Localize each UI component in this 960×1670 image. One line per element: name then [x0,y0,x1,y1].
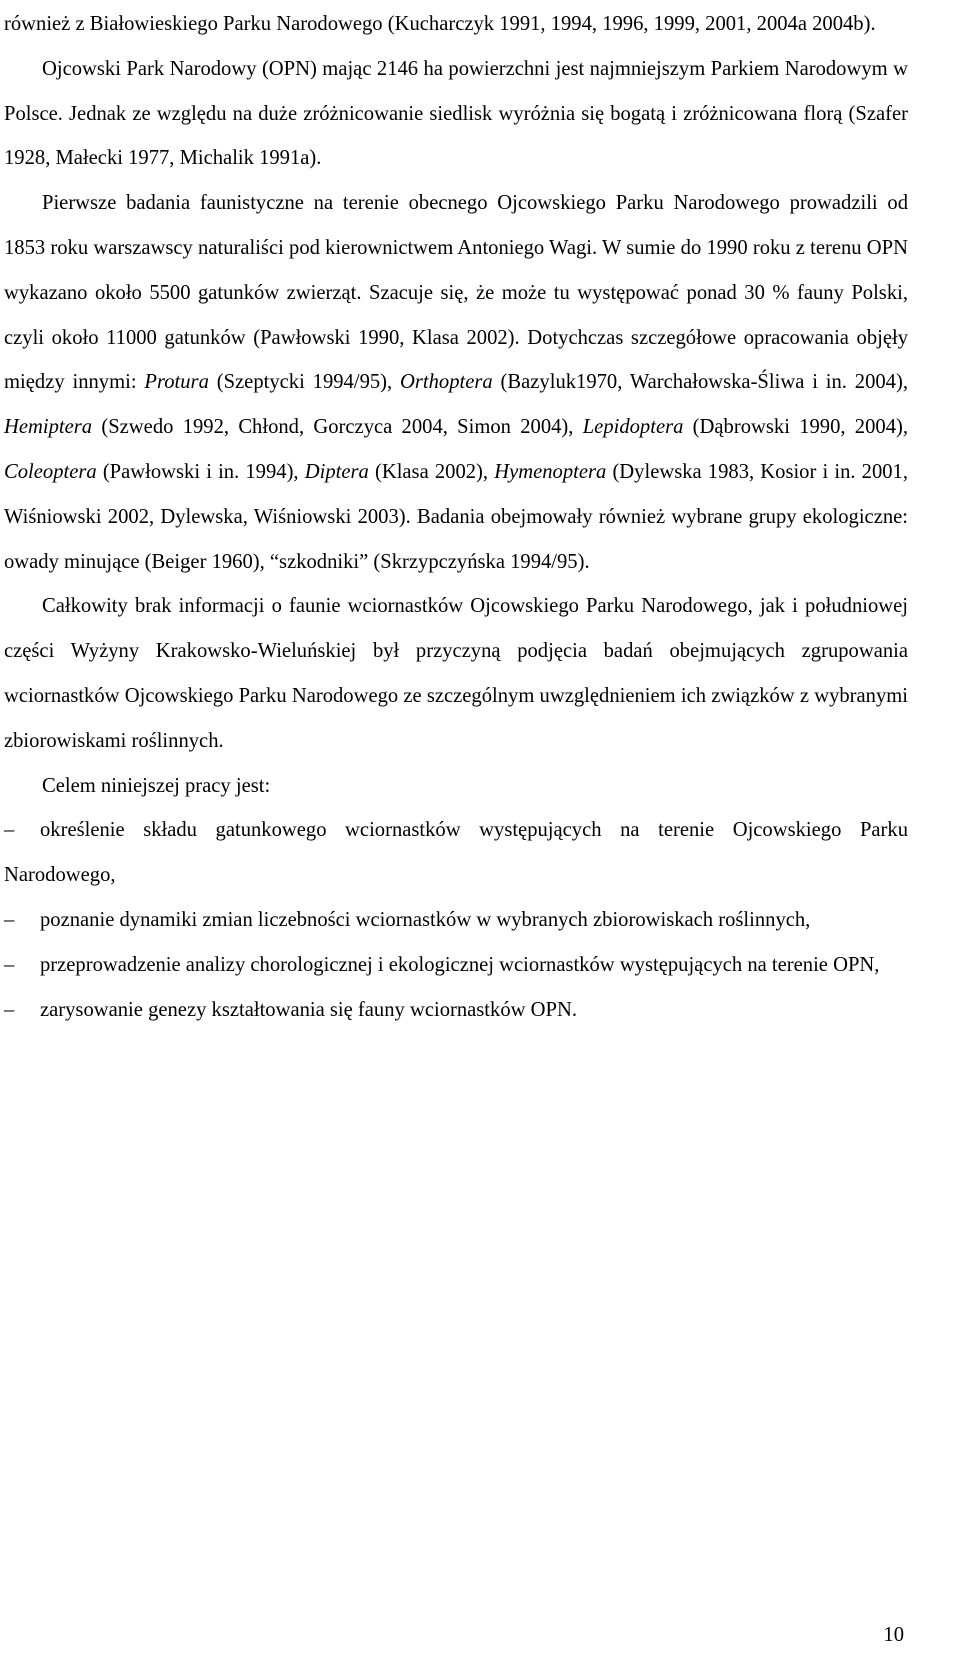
list-item [4,943,908,988]
list-item [4,808,908,898]
list-item [4,898,908,943]
taxon-name: Orthoptera [400,371,493,394]
text-run: Pierwsze badania faunistyczne na terenie obecnego Ojcowskiego Parku Narodowego prowadzili od 1853 roku warszawscy naturaliści pod kierownictwem Antoniego Wagi. W sumie do 1990 roku z terenu OPN wykazano około 5500 gatunków zwierząt. Szacuje się, że może tu występować ponad 30 % fauny Polski, czyli około 11000 gatunków (Pawłowski 1990, Klasa 2002). Dotychczas szczegółowe opracowania objęły między innymi: [4,192,908,394]
page-number: 10 [883,1624,904,1646]
text-run: Celem niniejszej pracy jest: [42,774,271,797]
document-page [4,0,908,1670]
list-dash: – [4,819,15,842]
paragraph [4,584,908,763]
paragraph [4,181,908,584]
text-run: (Dylewska 1983, Kosior i in. 2001, Wiśniowski 2002, Dylewska, Wiśniowski 2003). Badania obejmowały również wybrane grupy ekologiczne: owady minujące (Beiger 1960), “szkodniki” (Skrzypczyńska 1994/95). [4,460,909,573]
list-dash: – [4,908,15,931]
taxon-name: Diptera [304,460,369,483]
taxon-name: Lepidoptera [582,416,684,439]
paragraph [4,47,908,181]
taxon-name: Hemiptera [4,416,93,439]
text-run: (Szeptycki 1994/95), [208,371,401,394]
taxon-name: Protura [144,371,209,394]
text-run: Całkowity brak informacji o faunie wciornastków Ojcowskiego Parku Narodowego, jak i południowej części Wyżyny Krakowsko-Wieluńskiej był przyczyną podjęcia badań obejmujących zgrupowania wciornastków Ojcowskiego Parku Narodowego ze szczególnym uwzględnieniem ich związków z wybranymi zbiorowiskami roślinnych. [4,595,908,752]
list-item [4,988,908,1033]
text-run: (Dąbrowski 1990, 2004), [683,416,909,439]
taxon-name: Hymenoptera [494,460,607,483]
paragraph [4,2,908,47]
taxon-name: Coleoptera [4,460,97,483]
text-run: Ojcowski Park Narodowy (OPN) mając 2146 ha powierzchni jest najmniejszym Parkiem Narodowym w Polsce. Jednak ze względu na duże zróżnicowanie siedlisk wyróżnia się bogatą i zróżnicowana florą (Szafer 1928, Małecki 1977, Michalik 1991a). [4,57,908,170]
list-item-text: poznanie dynamiki zmian liczebności wciornastków w wybranych zbiorowiskach roślinnych, [40,908,811,931]
text-run: (Szwedo 1992, Chłond, Gorczyca 2004, Simon 2004), [92,416,583,439]
text-run: (Pawłowski i in. 1994), [96,460,305,483]
list-item-text: zarysowanie genezy kształtowania się fauny wciornastków OPN. [40,998,577,1021]
list-item-text: określenie składu gatunkowego wciornastków występujących na terenie Ojcowskiego Parku Narodowego, [4,819,908,887]
text-run: (Bazyluk1970, Warchałowska-Śliwa i in. 2004), [492,371,908,394]
list-item-text: przeprowadzenie analizy chorologicznej i ekologicznej wciornastków występujących na terenie OPN, [40,953,880,976]
body-text [4,2,908,1032]
paragraph [4,764,908,809]
list-dash: – [4,953,15,976]
list-dash: – [4,998,15,1021]
text-run: (Klasa 2002), [368,460,495,483]
text-run: również z Białowieskiego Parku Narodowego (Kucharczyk 1991, 1994, 1996, 1999, 2001, 2004a 2004b). [4,13,876,35]
